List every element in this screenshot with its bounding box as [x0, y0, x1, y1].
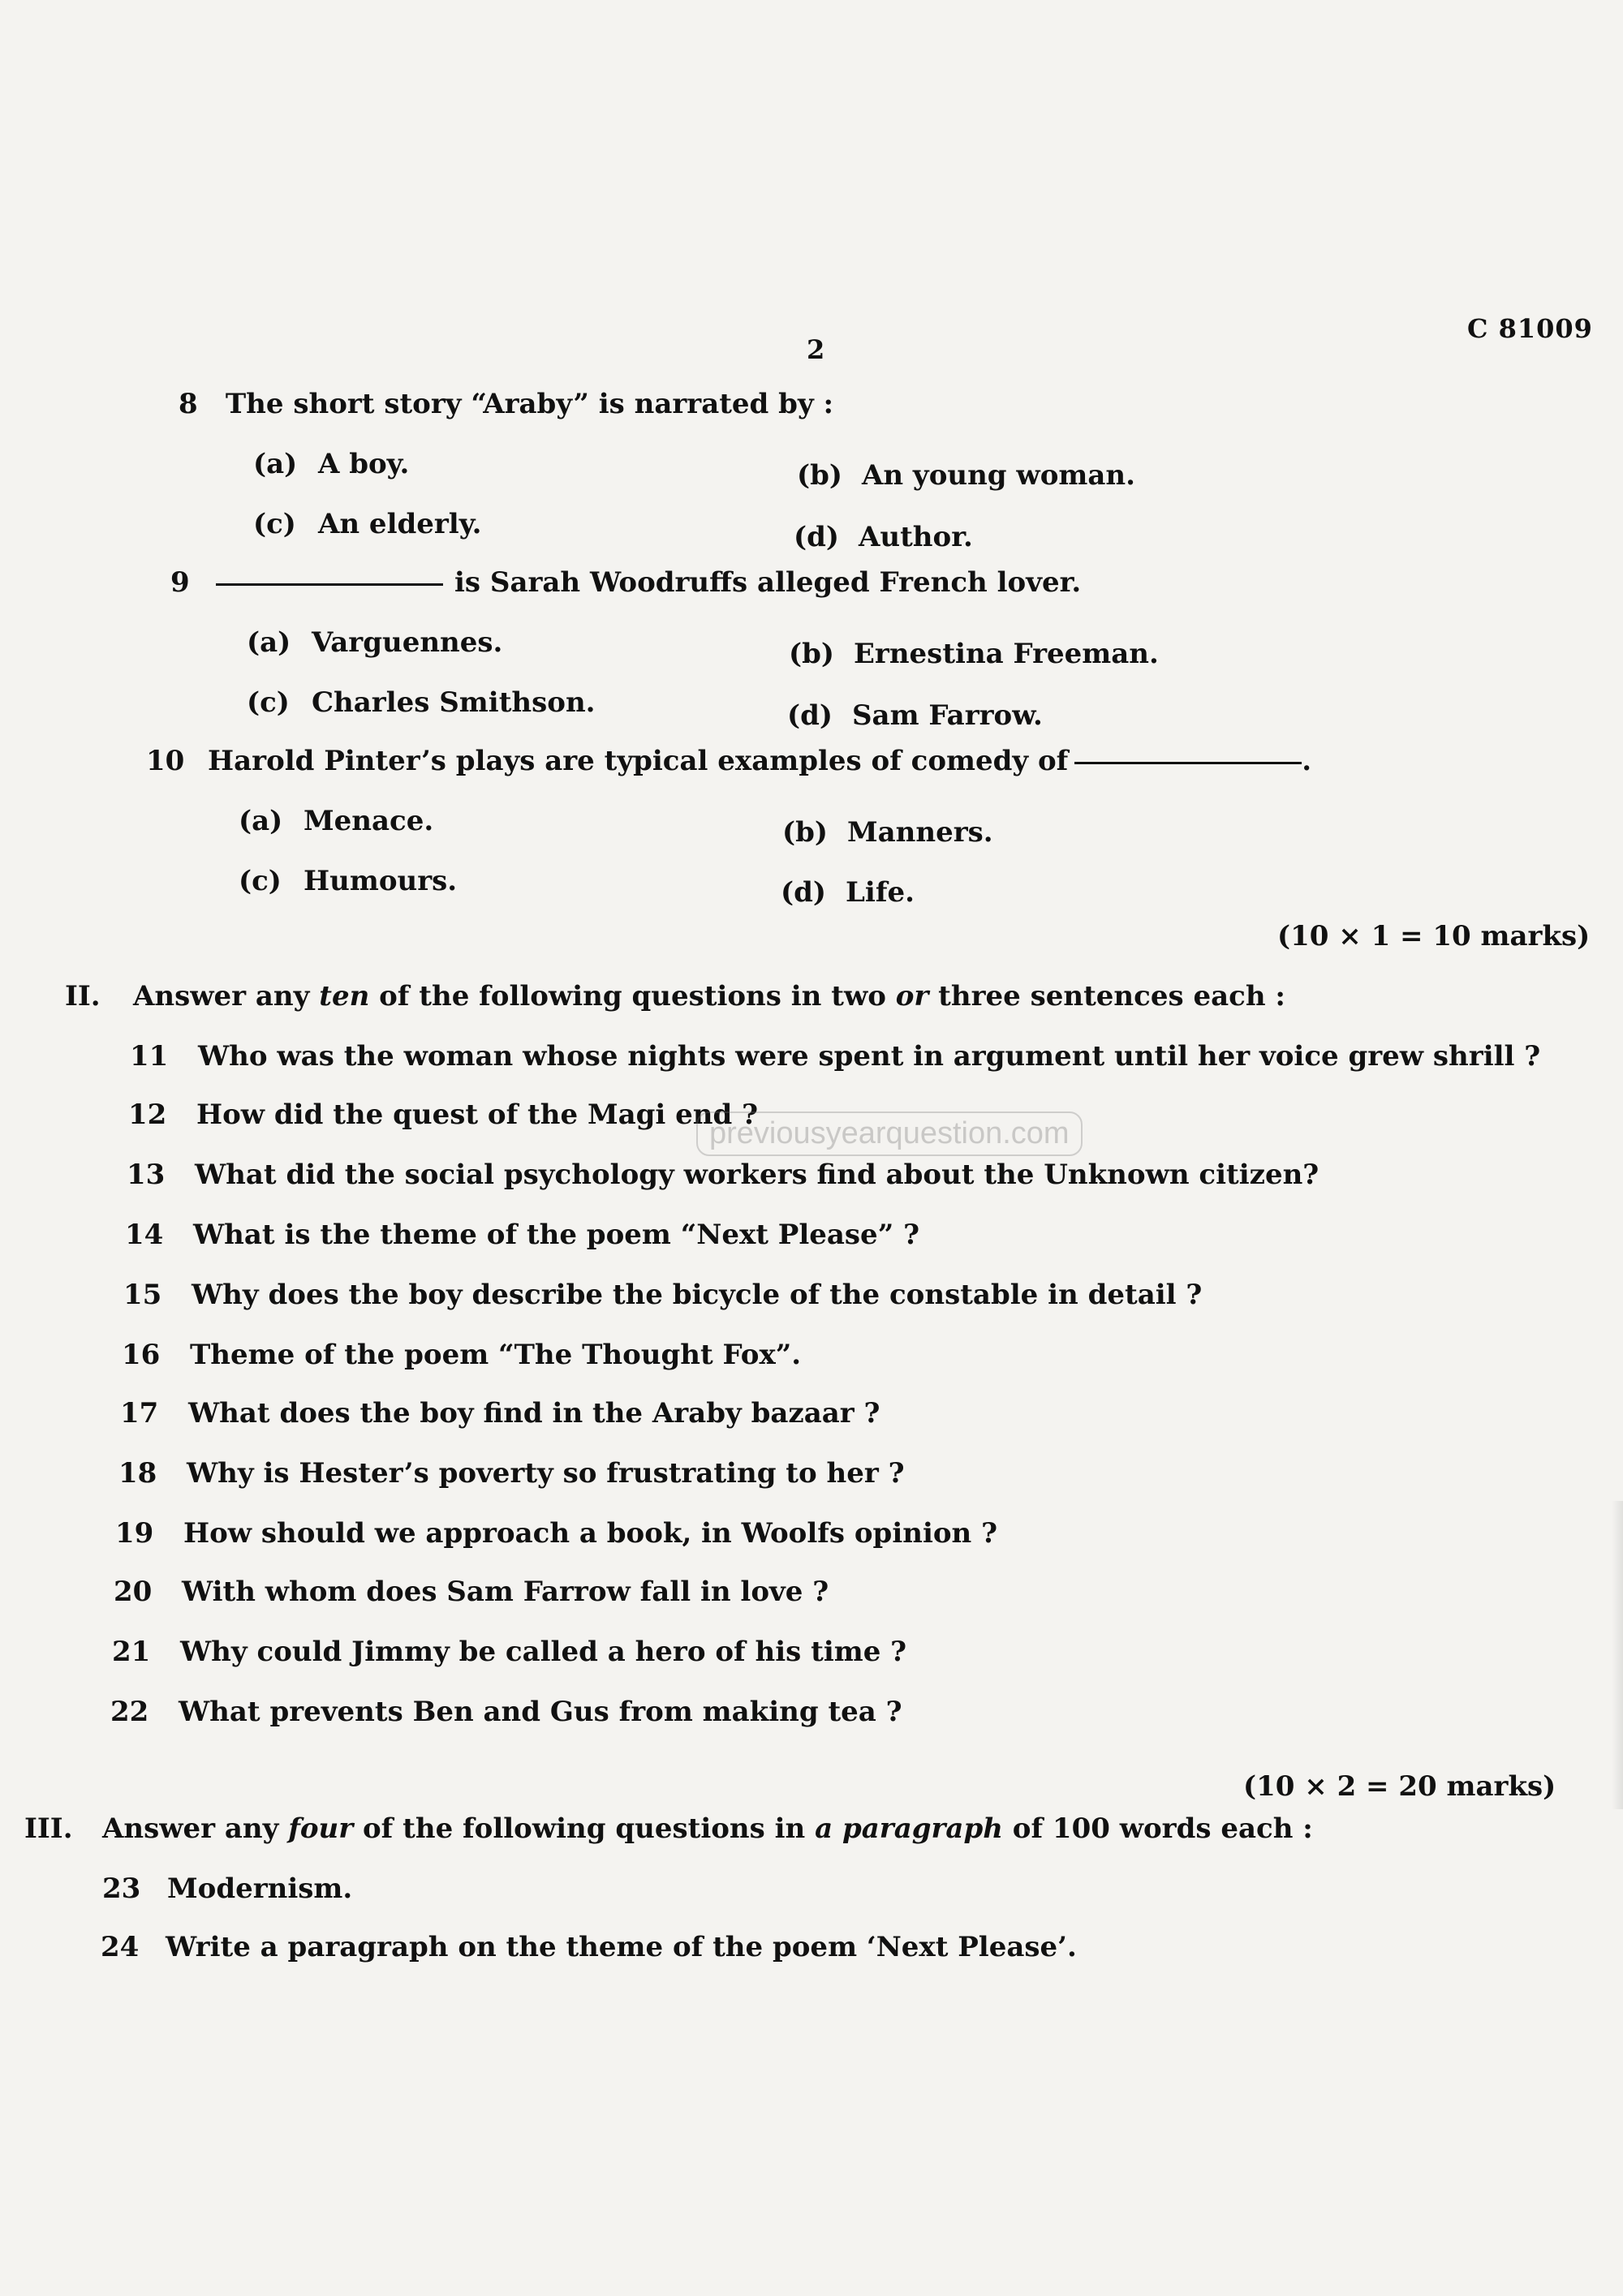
option-text: A boy. — [318, 448, 410, 480]
option-label: (b) — [797, 459, 842, 492]
instr-part: Answer any — [133, 980, 320, 1013]
instr-emphasis: ten — [319, 980, 370, 1013]
question-12 — [128, 1099, 758, 1131]
question-20 — [114, 1576, 829, 1608]
question-text: What prevents Ben and Gus from making tea ? — [179, 1696, 902, 1728]
option-9d — [787, 699, 1043, 732]
question-number: 19 — [115, 1517, 154, 1550]
section3-instruction — [24, 1812, 1313, 1845]
question-number: 22 — [110, 1696, 149, 1728]
question-10: 10 Harold Pinter’s plays are typical examples of comedy of . — [146, 745, 1312, 777]
question-text: What is the theme of the poem “Next Please” ? — [193, 1219, 920, 1251]
option-9a — [247, 626, 502, 659]
question-text: Why could Jimmy be called a hero of his time ? — [180, 1636, 907, 1668]
option-10a — [239, 805, 433, 837]
question-text: Write a paragraph on the theme of the poem ‘Next Please’. — [166, 1931, 1077, 1963]
question-number: 21 — [112, 1636, 151, 1668]
question-text: How did the quest of the Magi end ? — [196, 1099, 759, 1131]
question-text: What did the social psychology workers find about the Unknown citizen? — [195, 1159, 1319, 1191]
scan-edge-shadow — [1612, 1501, 1623, 1809]
question-11 — [130, 1040, 1540, 1073]
instr-emphasis: a paragraph — [815, 1812, 1003, 1845]
question-number: 16 — [122, 1339, 161, 1371]
question-9 — [170, 566, 1081, 599]
page-number: 2 — [807, 334, 825, 365]
instr-emphasis: four — [288, 1812, 354, 1845]
section1-marks: (10 × 1 = 10 marks) — [1277, 920, 1591, 952]
question-number: 8 — [179, 388, 198, 420]
question-number: 9 — [170, 566, 190, 599]
option-text: An young woman. — [862, 459, 1135, 492]
section-roman: II. — [65, 980, 101, 1013]
option-label: (c) — [239, 865, 282, 897]
instr-part: of 100 words each : — [1002, 1812, 1313, 1845]
question-number: 18 — [118, 1457, 157, 1490]
option-9b — [789, 638, 1159, 670]
section-roman: III. — [24, 1812, 73, 1845]
option-10d — [781, 876, 915, 909]
option-8b — [797, 459, 1135, 492]
question-number: 23 — [102, 1872, 141, 1905]
question-14 — [125, 1219, 919, 1251]
question-number: 13 — [127, 1159, 166, 1191]
question-text: Modernism. — [167, 1872, 353, 1905]
option-label: (b) — [782, 816, 828, 849]
question-number: 14 — [125, 1219, 164, 1251]
question-24 — [101, 1931, 1077, 1963]
instr-emphasis: or — [895, 980, 929, 1013]
question-16 — [122, 1339, 801, 1371]
option-text: Sam Farrow. — [852, 699, 1043, 732]
question-text: How should we approach a book, in Woolfs opinion ? — [183, 1517, 998, 1550]
question-number: 11 — [130, 1040, 169, 1073]
option-8d — [794, 521, 973, 553]
question-19 — [115, 1517, 997, 1550]
option-label: (d) — [787, 699, 833, 732]
section2-marks: (10 × 2 = 20 marks) — [1243, 1770, 1556, 1803]
question-18 — [118, 1457, 905, 1490]
question-text: What does the boy find in the Araby bazaar ? — [188, 1397, 880, 1430]
question-23 — [102, 1872, 352, 1905]
question-text: Who was the woman whose nights were spent in argument until her voice grew shrill ? — [198, 1040, 1541, 1073]
watermark: previousyearquestion.com — [696, 1111, 1083, 1156]
option-text: Life. — [846, 876, 915, 909]
instr-part: of the following questions in two — [369, 980, 896, 1013]
option-label: (a) — [247, 626, 291, 659]
option-9c — [247, 686, 596, 719]
instr-part: Answer any — [102, 1812, 289, 1845]
option-text: Varguennes. — [312, 626, 503, 659]
option-label: (d) — [794, 521, 839, 553]
option-label: (c) — [247, 686, 290, 719]
option-10b — [782, 816, 993, 849]
question-number: 15 — [123, 1279, 162, 1311]
question-text: Why is Hester’s poverty so frustrating to her ? — [187, 1457, 905, 1490]
question-text: The short story “Araby” is narrated by : — [225, 388, 834, 420]
option-10c — [239, 865, 457, 897]
option-8c — [253, 508, 481, 540]
question-text: is Sarah Woodruffs alleged French lover. — [454, 566, 1082, 599]
question-22 — [110, 1696, 902, 1728]
answer-blank — [216, 583, 443, 586]
question-21 — [112, 1636, 906, 1668]
question-text: With whom does Sam Farrow fall in love ? — [182, 1576, 829, 1608]
question-text: Why does the boy describe the bicycle of the constable in detail ? — [192, 1279, 1203, 1311]
question-number: 24 — [101, 1931, 140, 1963]
question-17 — [120, 1397, 880, 1430]
question-8 — [179, 388, 833, 420]
option-label: (d) — [781, 876, 826, 909]
option-label: (a) — [253, 448, 298, 480]
question-number: 20 — [114, 1576, 153, 1608]
option-label: (a) — [239, 805, 283, 837]
question-15 — [123, 1279, 1202, 1311]
option-text: Author. — [859, 521, 973, 553]
question-number: 17 — [120, 1397, 159, 1430]
option-text: Menace. — [304, 805, 434, 837]
question-number: 10 — [146, 745, 185, 777]
instr-part: of the following questions in — [353, 1812, 816, 1845]
option-text: Humours. — [304, 865, 458, 897]
question-text: Theme of the poem “The Thought Fox”. — [190, 1339, 802, 1371]
option-8a — [253, 448, 409, 480]
option-label: (c) — [253, 508, 296, 540]
instr-part: three sentences each : — [928, 980, 1285, 1013]
section2-instruction — [65, 980, 1285, 1013]
question-13 — [127, 1159, 1319, 1191]
answer-blank — [1074, 762, 1302, 764]
option-text: Charles Smithson. — [312, 686, 596, 719]
option-text: Ernestina Freeman. — [854, 638, 1159, 670]
option-text: Manners. — [847, 816, 993, 849]
question-number: 12 — [128, 1099, 167, 1131]
question-text: Harold Pinter’s plays are typical examples of comedy of — [208, 745, 1069, 777]
paper-code: C 81009 — [1467, 313, 1593, 344]
option-label: (b) — [789, 638, 834, 670]
option-text: An elderly. — [318, 508, 482, 540]
